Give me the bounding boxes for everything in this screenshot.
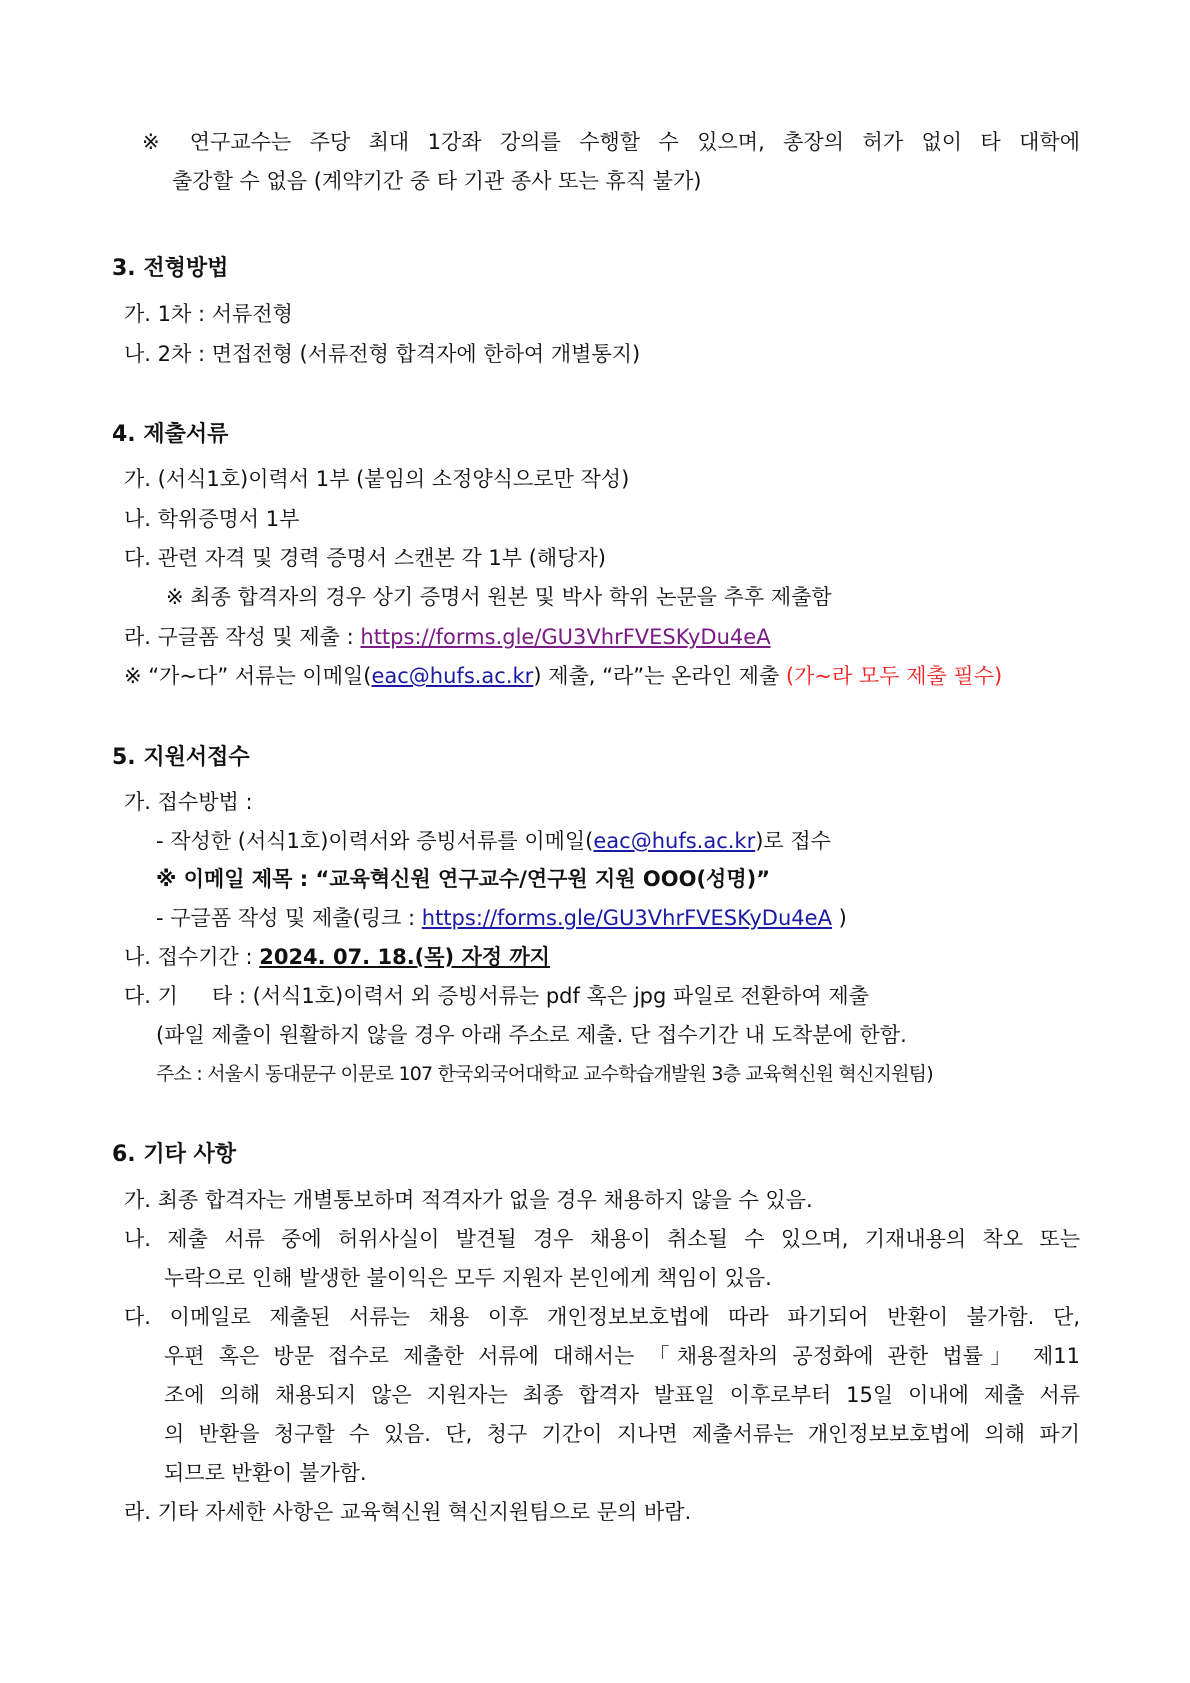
method-form-suffix: ) [831, 906, 847, 930]
section-5-heading: 5. 지원서접수 [112, 745, 250, 770]
email-link[interactable]: eac@hufs.ac.kr [371, 664, 534, 688]
method-form-prefix: - 구글폼 작성 및 제출(링크 : [156, 906, 422, 930]
sec5-item-a: 가. 접수방법 : [124, 790, 253, 814]
sec5-method-email [156, 826, 831, 856]
sec5-address: 주소 : 서울시 동대문구 이문로 107 한국외국어대학교 교수학습개발원 3층 교육혁신원 혁신지원팀) [156, 1063, 933, 1085]
deadline-date: 2024. 07. 18.(목) 자정 까지 [259, 945, 550, 969]
sec4-item-b: 나. 학위증명서 1부 [124, 507, 300, 531]
sec4-item-a: 가. (서식1호)이력서 1부 (붙임의 소정양식으로만 작성) [124, 467, 630, 491]
required-notice: (가~라 모두 제출 필수) [785, 664, 1003, 688]
email-link[interactable]: eac@hufs.ac.kr [593, 829, 756, 853]
contract-note-line2: 출강할 수 없음 (계약기간 중 타 기관 종사 또는 휴직 불가) [172, 169, 702, 193]
sec6-item-a: 가. 최종 합격자는 개별통보하며 적격자가 없을 경우 채용하지 않을 수 있음. [124, 1188, 813, 1212]
submission-note-prefix: ※ “가~다” 서류는 이메일( [124, 664, 372, 688]
sec6-item-c-line2: 우편 혹은 방문 접수로 제출한 서류에 대해서는 「채용절차의 공정화에 관한 법률」 제11 [164, 1344, 1080, 1368]
sec6-item-b-line2: 누락으로 인해 발생한 불이익은 모두 지원자 본인에게 책임이 있음. [164, 1266, 772, 1290]
google-form-link[interactable]: https://forms.gle/GU3VhrFVESKyDu4eA [360, 625, 771, 649]
etc-label-part1: 다. 기 [124, 984, 178, 1008]
section-4-heading: 4. 제출서류 [112, 422, 229, 447]
sec5-item-c-line2: (파일 제출이 원활하지 않을 경우 아래 주소로 제출. 단 접수기간 내 도착분에 한함. [156, 1023, 907, 1047]
sec5-item-c [124, 981, 869, 1011]
sec5-method-form [156, 903, 847, 933]
sec3-item-a: 가. 1차 : 서류전형 [124, 302, 293, 326]
email-subject-note: ※ 이메일 제목 : “교육혁신원 연구교수/연구원 지원 OOO(성명)” [156, 867, 771, 891]
sec4-item-d [124, 622, 771, 652]
sec5-item-b [124, 942, 550, 972]
section-3-heading: 3. 전형방법 [112, 256, 229, 281]
sec4-item-d-label: 라. 구글폼 작성 및 제출 : [124, 625, 361, 649]
section-6-heading: 6. 기타 사항 [112, 1142, 236, 1167]
etc-label-part2: 타 : (서식1호)이력서 외 증빙서류는 pdf 혹은 jpg 파일로 전환하여 제출 [211, 984, 869, 1008]
deadline-label: 나. 접수기간 : [124, 945, 260, 969]
submission-note-middle: ) 제출, “라”는 온라인 제출 [533, 664, 786, 688]
sec6-item-c-line4: 의 반환을 청구할 수 있음. 단, 청구 기간이 지나면 제출서류는 개인정보보호법에 의해 파기 [164, 1422, 1080, 1446]
google-form-link[interactable]: https://forms.gle/GU3VhrFVESKyDu4eA [421, 906, 832, 930]
sec6-item-d: 라. 기타 자세한 사항은 교육혁신원 혁신지원팀으로 문의 바람. [124, 1500, 692, 1524]
sec6-item-c-line5: 되므로 반환이 불가함. [164, 1461, 367, 1485]
sec6-item-c-line1: 다. 이메일로 제출된 서류는 채용 이후 개인정보보호법에 따라 파기되어 반환이 불가함. 단, [124, 1305, 1080, 1329]
sec6-item-c-line3: 조에 의해 채용되지 않은 지원자는 최종 합격자 발표일 이후로부터 15일 이내에 제출 서류 [164, 1383, 1080, 1407]
contract-note-line1: ※ 연구교수는 주당 최대 1강좌 강의를 수행할 수 있으며, 총장의 허가 없이 타 대학에 [142, 130, 1080, 154]
method-email-suffix: )로 접수 [755, 829, 831, 853]
method-email-prefix: - 작성한 (서식1호)이력서와 증빙서류를 이메일( [156, 829, 594, 853]
sec4-item-c: 다. 관련 자격 및 경력 증명서 스캔본 각 1부 (해당자) [124, 546, 606, 570]
sec3-item-b: 나. 2차 : 면접전형 (서류전형 합격자에 한하여 개별통지) [124, 342, 641, 366]
sec4-item-c-note: ※ 최종 합격자의 경우 상기 증명서 원본 및 박사 학위 논문을 추후 제출함 [166, 585, 832, 609]
sec6-item-b-line1: 나. 제출 서류 중에 허위사실이 발견될 경우 채용이 취소될 수 있으며, 기재내용의 착오 또는 [124, 1227, 1080, 1251]
sec4-submission-note [124, 661, 1002, 691]
